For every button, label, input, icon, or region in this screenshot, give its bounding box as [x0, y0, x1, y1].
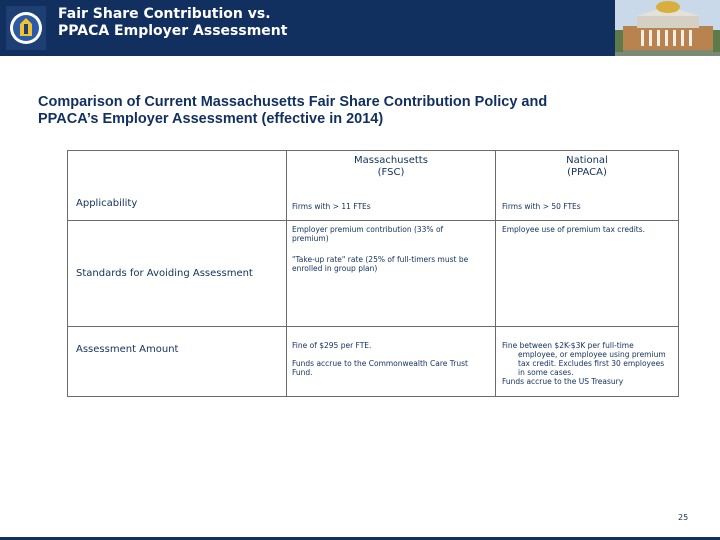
row-label-applicability: Applicability [76, 198, 138, 209]
header-title [58, 6, 287, 40]
subtitle-line2: PPACA’s Employer Assessment (effective in 2014) [38, 111, 384, 127]
column-header-ma-line1: Massachusetts [354, 155, 428, 166]
table-divider-h1 [68, 220, 678, 221]
cell-amount-ma [292, 341, 482, 377]
cell-text: Firms with > 50 FTEs [502, 202, 581, 211]
cell-text: Fine between $2K-$3K per full-time employee, or employee using premium tax credit. Excludes first 30 employees in some cases. [502, 341, 666, 377]
cell-applicability-ma [292, 202, 482, 211]
cell-amount-national [502, 341, 672, 386]
row-label-standards: Standards for Avoiding Assessment [76, 268, 253, 279]
cell-text: Funds accrue to the US Treasury [502, 377, 624, 386]
subtitle-line1: Comparison of Current Massachusetts Fair Share Contribution Policy and [38, 94, 548, 110]
state-seal-icon [6, 6, 46, 50]
cell-text: Funds accrue to the Commonwealth Care Trust Fund. [292, 359, 468, 377]
state-house-photo-icon [615, 0, 720, 56]
column-header-national [496, 155, 678, 179]
column-header-nat-line1: National [566, 155, 608, 166]
cell-text: Fine of $295 per FTE. [292, 341, 372, 350]
column-header-ma-line2: (FSC) [377, 167, 405, 178]
row-label-assessment-amount: Assessment Amount [76, 344, 179, 355]
column-header-massachusetts [287, 155, 495, 179]
cell-applicability-national [502, 202, 672, 211]
cell-standards-ma [292, 225, 482, 273]
cell-text: Firms with > 11 FTEs [292, 202, 371, 211]
table-divider-v2 [495, 151, 496, 396]
column-header-nat-line2: (PPACA) [567, 167, 607, 178]
slide-subtitle [38, 94, 688, 128]
header-title-line2: PPACA Employer Assessment [58, 23, 288, 39]
cell-text: "Take-up rate" rate (25% of full-timers must be enrolled in group plan) [292, 255, 469, 273]
cell-text: Employer premium contribution (33% of premium) [292, 225, 444, 243]
page-number: 25 [678, 513, 689, 522]
cell-standards-national [502, 225, 672, 234]
comparison-table [67, 150, 679, 397]
table-divider-v1 [286, 151, 287, 396]
header-title-line1: Fair Share Contribution vs. [58, 6, 271, 22]
cell-text: Employee use of premium tax credits. [502, 225, 646, 234]
table-divider-h2 [68, 326, 678, 327]
header-banner [0, 0, 720, 56]
